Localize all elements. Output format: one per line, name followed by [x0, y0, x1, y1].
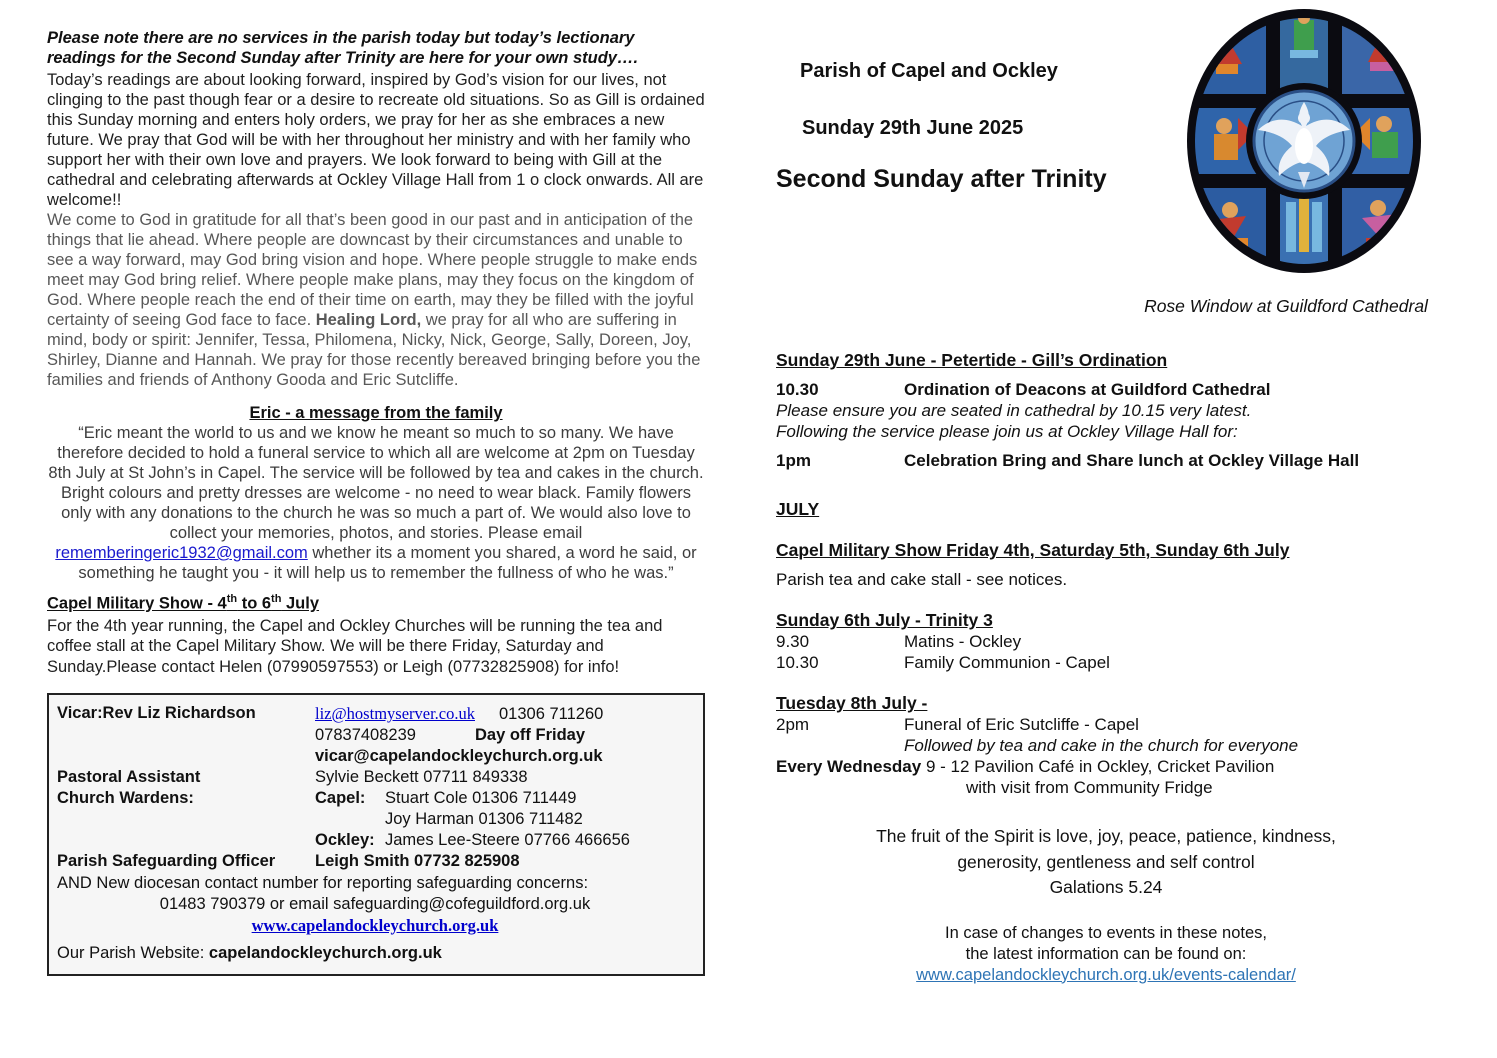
military-show-heading: Capel Military Show Friday 4th, Saturday 5th, Sunday 6th July — [776, 540, 1290, 560]
empty-cell — [57, 746, 315, 767]
wardens-label: Church Wardens: — [57, 789, 194, 807]
eric-message — [47, 423, 705, 583]
wednesday-line-2: with visit from Community Fridge — [966, 778, 1213, 797]
capel-warden-1: Stuart Cole 01306 711449 — [385, 789, 577, 807]
ordination-time-1: 10.30 — [776, 380, 819, 399]
military-show-paragraph: For the 4th year running, the Capel and Ockley Churches will be running the tea and coffee stall at the Capel Military Show. We will be there Friday, Saturday and Sunday.Please contact Helen (07990597553) or Leigh (07732825908) for info! — [47, 616, 663, 676]
box-website-link[interactable]: www.capelandockleychurch.org.uk — [251, 916, 499, 935]
wednesday-rest: 9 - 12 Pavilion Café in Ockley, Cricket Pavilion — [921, 757, 1275, 776]
ordination-row-2 — [776, 450, 1476, 471]
ordination-row-1 — [776, 379, 1476, 400]
ordination-event-1: Ordination of Deacons at Guildford Cathedral — [904, 380, 1271, 399]
capel-label: Capel: — [315, 789, 366, 807]
trinity3-event-2: Family Communion - Capel — [904, 653, 1110, 672]
parish-website-label: Our Parish Website: — [57, 944, 209, 962]
vicar-phone-2: 07837408239 — [315, 726, 416, 744]
box-website-line — [57, 915, 693, 937]
intro-heading: Please note there are no services in the parish today but today’s lectionary readings for the Second Sunday after Trinity are here for your own study…. — [47, 29, 639, 67]
scripture-line-2: generosity, gentleness and self control — [957, 851, 1255, 872]
trinity3-time-1: 9.30 — [776, 632, 810, 651]
safeguarding-value: Leigh Smith 07732 825908 — [315, 852, 520, 870]
ordination-note-1: Please ensure you are seated in cathedral by 10.15 very latest. — [776, 401, 1252, 420]
prayer-text-1: We come to God in gratitude for all that’s been good in our past and in anticipation of the things that lie ahead. Where people are downcast by their circumstances and unable to see a way forward, may God bring vision and hope. Where people struggle to make ends meet may God bring relief. Where people make plans, may they focus on the kingdom of God. Where people reach the end of their time on earth, may they be filled with the joyful certainty of seeing God face to face. — [47, 211, 698, 329]
capel-warden-line-2 — [315, 809, 693, 830]
pastoral-label: Pastoral Assistant — [57, 768, 201, 786]
military-show-title — [47, 593, 705, 614]
scripture-quote — [776, 824, 1436, 901]
changes-line-1: In case of changes to events in these notes, — [945, 923, 1267, 942]
scripture-reference: Galations 5.24 — [1049, 877, 1163, 897]
military-sup-2: th — [271, 593, 282, 605]
trinity3-row-2 — [776, 652, 1476, 673]
capel-warden-line — [315, 788, 693, 809]
eric-text-pre: “Eric meant the world to us and we know he meant so much to so many. We have therefore decided to hold a funeral service to which all are welcome at 2pm on Tuesday 8th July at St John’s in Capel. The service will be followed by tea and cakes in the church. Bright colours and pretty dresses are welcome - no need to wear black. Family flowers only with any donations to the church he was so much a part of. We would also love to collect your memories, photos, and stories. Please email — [48, 424, 704, 542]
safeguarding-label: Parish Safeguarding Officer — [57, 852, 276, 870]
date-line: Sunday 29th June 2025 — [802, 117, 1024, 139]
tuesday-heading: Tuesday 8th July - — [776, 693, 928, 713]
prayer-text-2: we pray for all who are suffering in mind, body or spirit: Jennifer, Tessa, Philomena, Nicky, Nick, George, Sally, Doreen, Joy, Shirley, Dianne and Hannah. We pray for those recently bereaved bringing before you the families and friends of Anthony Gooda and Eric Sutcliffe. — [47, 311, 701, 389]
ordination-time-2: 1pm — [776, 451, 811, 470]
tuesday-row — [776, 714, 1476, 735]
military-title-pre: Capel Military Show - 4 — [47, 594, 227, 613]
day-off-label: Day off Friday — [475, 726, 586, 744]
contact-box — [47, 693, 705, 976]
military-sup-1: th — [226, 593, 238, 605]
ordination-event-2: Celebration Bring and Share lunch at Ockley Village Hall — [904, 451, 1360, 470]
vicar-email-2: vicar@capelandockleychurch.org.uk — [315, 747, 603, 765]
diocesan-line-1: AND New diocesan contact number for reporting safeguarding concerns: — [57, 874, 589, 892]
ockley-label: Ockley: — [315, 831, 375, 849]
prayer-paragraph — [47, 210, 705, 390]
eric-section-title: Eric - a message from the family — [249, 404, 503, 422]
vicar-label: Vicar:Rev Liz Richardson — [57, 704, 256, 722]
vicar-phone-line — [315, 725, 693, 746]
ockley-warden-line — [315, 830, 693, 851]
military-title-mid: to 6 — [237, 594, 272, 613]
rose-window-image — [1186, 6, 1422, 276]
trinity3-heading: Sunday 6th July - Trinity 3 — [776, 610, 993, 630]
military-title-post: July — [281, 594, 320, 613]
scripture-line-1: The fruit of the Spirit is love, joy, peace, patience, kindness, — [876, 826, 1336, 846]
right-column-sections — [776, 350, 1476, 986]
vicar-contact-line — [315, 703, 693, 725]
right-header — [776, 40, 1176, 194]
ockley-warden: James Lee-Steere 07766 466656 — [385, 831, 630, 849]
vicar-email-link[interactable]: liz@hostmyserver.co.uk — [315, 704, 475, 723]
changes-line-2: the latest information can be found on: — [965, 944, 1247, 963]
contact-grid — [57, 703, 693, 872]
trinity3-time-2: 10.30 — [776, 653, 819, 672]
parish-website-value: capelandockleychurch.org.uk — [208, 944, 442, 962]
vicar-phone-1: 01306 711260 — [499, 705, 604, 723]
left-column — [47, 28, 705, 976]
prayer-bold-phrase: Healing Lord, — [315, 311, 422, 329]
rose-window-caption: Rose Window at Guildford Cathedral — [1144, 296, 1428, 316]
military-show-note: Parish tea and cake stall - see notices. — [776, 570, 1068, 589]
changes-link-line — [776, 965, 1436, 986]
parish-website-line — [57, 943, 693, 964]
tuesday-event: Funeral of Eric Sutcliffe - Capel — [904, 715, 1139, 734]
empty-cell — [57, 830, 315, 851]
events-calendar-link[interactable]: www.capelandockleychurch.org.uk/events-calendar/ — [916, 965, 1296, 984]
trinity3-row-1 — [776, 631, 1476, 652]
trinity3-event-1: Matins - Ockley — [904, 632, 1022, 651]
empty-cell — [57, 725, 315, 746]
tuesday-note: Followed by tea and cake in the church for everyone — [904, 736, 1299, 755]
empty-cell — [57, 809, 315, 830]
ordination-note-2: Following the service please join us at Ockley Village Hall for: — [776, 422, 1238, 441]
eric-text-post: whether its a moment you shared, a word he said, or something he taught you - it will help us to remember the fullness of who he was.” — [78, 544, 697, 582]
intro-paragraph: Today’s readings are about looking forward, inspired by God’s vision for our lives, not clinging to the past though fear or a desire to recreate old situations. So as Gill is ordained this Sunday morning and enters holy orders, we pray for her as she embraces a new future. We pray that God will be with her throughout her ministry and with her family who support her with their own love and prayers. We look forward to being with Gill at the cathedral and celebrating afterwards at Ockley Village Hall from 1 o clock onwards. All are welcome!! — [47, 71, 705, 209]
sunday-title: Second Sunday after Trinity — [776, 165, 1107, 193]
diocesan-line-2: 01483 790379 or email safeguarding@cofeguildford.org.uk — [159, 895, 591, 913]
changes-note — [776, 923, 1436, 986]
wednesday-line — [776, 756, 1476, 777]
ordination-heading: Sunday 29th June - Petertide - Gill’s Ordination — [776, 350, 1168, 370]
capel-warden-2: Joy Harman 01306 711482 — [385, 810, 583, 828]
pastoral-value: Sylvie Beckett 07711 849338 — [315, 768, 528, 786]
tuesday-time: 2pm — [776, 715, 810, 734]
july-heading: JULY — [776, 499, 820, 519]
parish-title: Parish of Capel and Ockley — [800, 60, 1058, 82]
eric-email-link[interactable]: rememberingeric1932@gmail.com — [55, 544, 308, 562]
wednesday-bold: Every Wednesday — [776, 757, 922, 776]
